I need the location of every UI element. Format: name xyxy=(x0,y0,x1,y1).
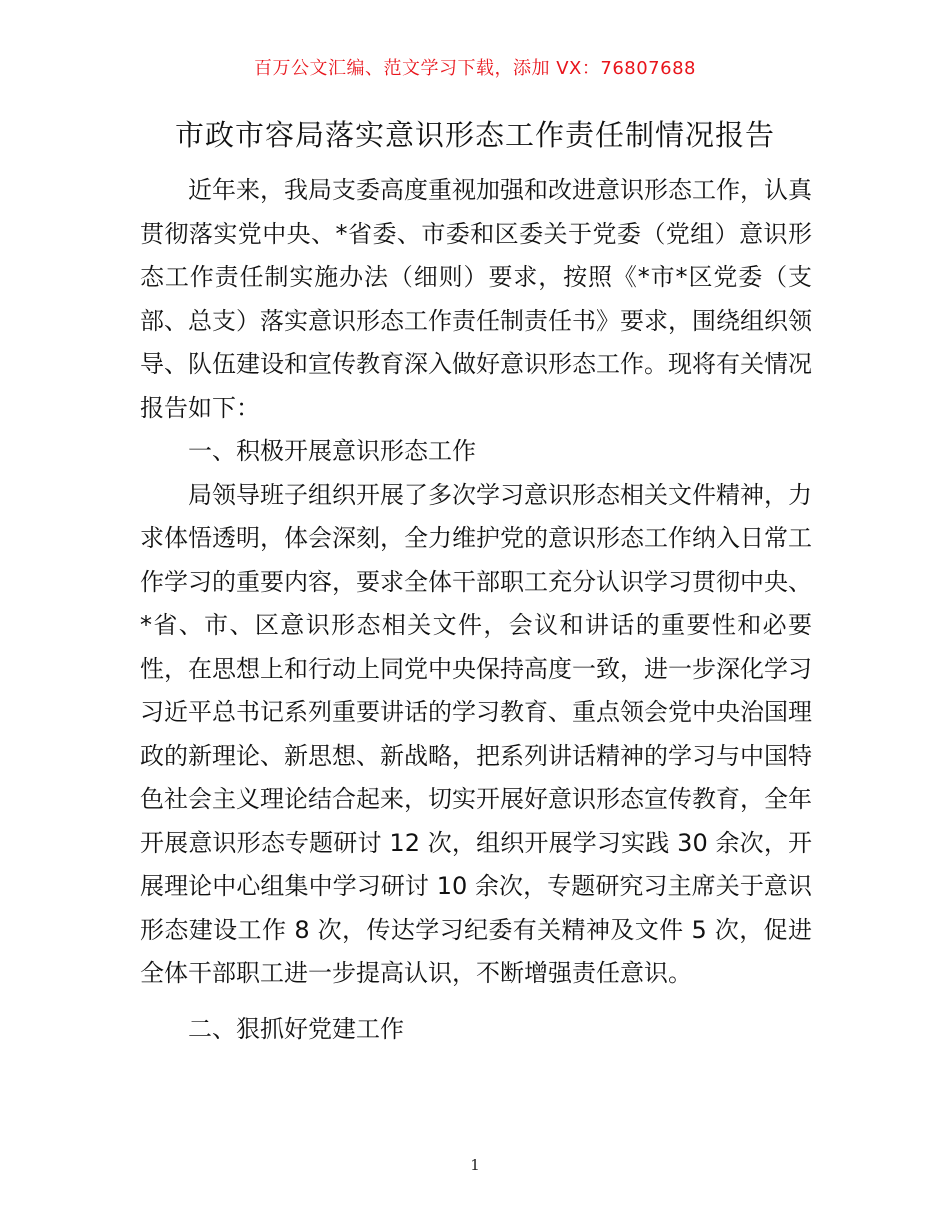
page-number: 1 xyxy=(470,1156,480,1174)
intro-paragraph: 近年来，我局支委高度重视加强和改进意识形态工作，认真贯彻落实党中央、*省委、市委和区委关于党委（党组）意识形态工作责任制实施办法（细则）要求，按照《*市*区党委（支部、总支）落实意识形态工作责任制责任书》要求，围绕组织领导、队伍建设和宣传教育深入做好意识形态工作。现将有关情况报告如下： xyxy=(140,176,812,422)
header-watermark: 百万公文汇编、范文学习下载，添加 VX：76807688 xyxy=(254,58,696,79)
document-body xyxy=(140,169,812,1051)
document-title: 市政市容局落实意识形态工作责任制情况报告 xyxy=(174,118,775,152)
section-heading-2: 二、狠抓好党建工作 xyxy=(188,1014,404,1043)
section-heading-1: 一、积极开展意识形态工作 xyxy=(188,437,476,465)
section-1-paragraph: 局领导班子组织开展了多次学习意识形态相关文件精神，力求体悟透明，体会深刻，全力维护党的意识形态工作纳入日常工作学习的重要内容，要求全体干部职工充分认识学习贯彻中央、*省、市、区意识形态相关文件，会议和讲话的重要性和必要性，在思想上和行动上同党中央保持高度一致，进一步深化学习习近平总书记系列重要讲话的学习教育、重点领会党中央治国理政的新理论、新思想、新战略，把系列讲话精神的学习与中国特色社会主义理论结合起来，切实开展好意识形态宣传教育，全年开展意识形态专题研讨 12 次，组织开展学习实践 30 余次，开展理论中心组集中学习研讨 10 余次，专题研究习主席关于意识形态建设工作 8 次，传达学习纪委有关精神及文件 5 次，促进全体干部职工进一步提高认识，不断增强责任意识。 xyxy=(140,480,812,987)
